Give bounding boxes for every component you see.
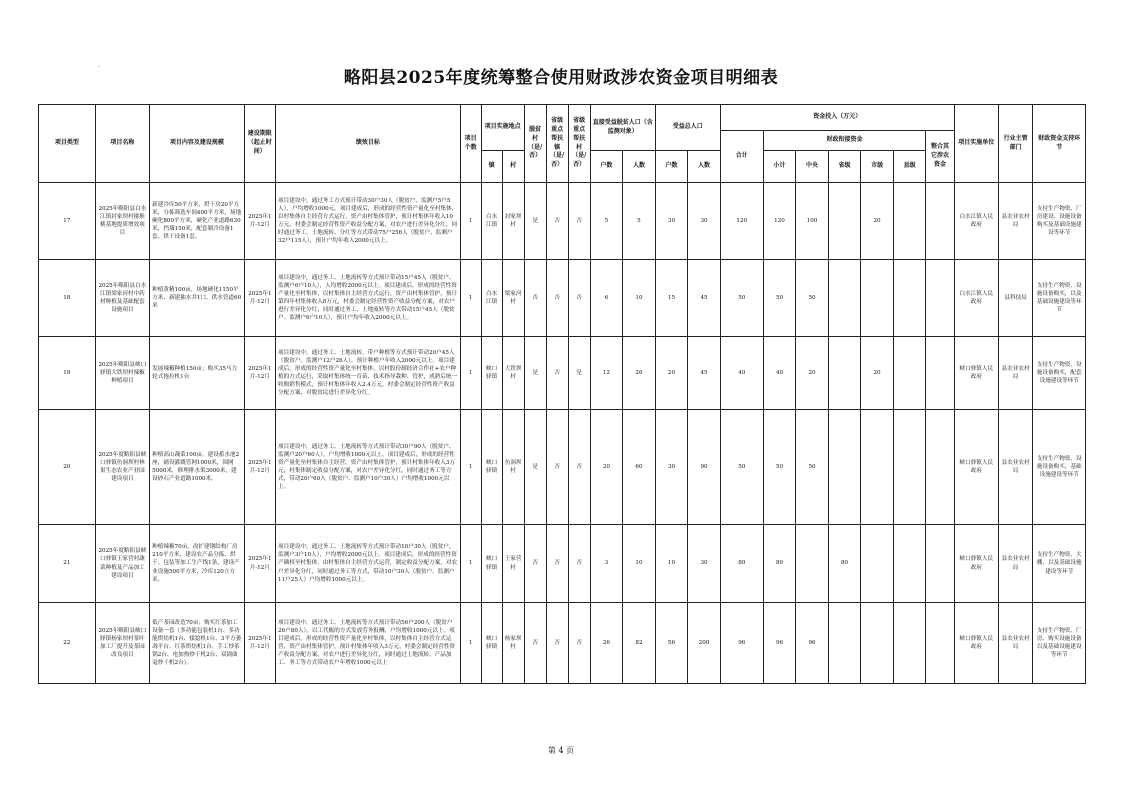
cell-name: 2025年略阳县白水江镇封家坝村猕猴桃基地提质增效项目 [95, 183, 150, 260]
cell-provincial [828, 260, 861, 337]
cell-support: 支持生产物资、大棚、以及基础设施建设等环节 [1033, 525, 1086, 603]
cell-name: 2025年度略阳县峡口驿镇王家营村蔬菜种植及产品加工建设项目 [95, 525, 150, 603]
cell-village: 大铁坝村 [502, 337, 524, 410]
cell-type: 18 [39, 260, 96, 337]
cell-period: 2025年1月-12月 [244, 410, 275, 525]
cell-total: 50 [720, 260, 763, 337]
cell-city [861, 603, 894, 684]
cell-support: 支持生产物资、厂房、购买设施设备以及基础设施建设等环节 [1033, 603, 1086, 684]
cell-dept: 县农业农村局 [998, 410, 1033, 525]
cell-name: 2025年度略阳县峡口驿镇鱼洞坝村林果生态农业产业园建设项目 [95, 410, 150, 525]
cell-other-funds [926, 603, 954, 684]
cell-dept: 县农业农村局 [998, 337, 1033, 410]
header-period: 建设期限（起止时间） [244, 105, 275, 183]
cell-type: 22 [39, 603, 96, 684]
cell-other-funds [926, 525, 954, 603]
cell-provincial [828, 337, 861, 410]
table-row [39, 337, 1086, 410]
cell-unit: 峡口驿镇人民政府 [954, 603, 998, 684]
cell-direct-people: 60 [623, 410, 656, 525]
cell-poor-village: 否 [524, 525, 546, 603]
cell-county [893, 337, 926, 410]
cell-key-town: 否 [546, 183, 568, 260]
cell-type: 17 [39, 183, 96, 260]
cell-town: 白水江镇 [481, 260, 502, 337]
cell-city: 20 [861, 337, 894, 410]
cell-performance: 项目建设中，通过务工、土地流转等方式预计带动10户30人（脱贫户、监测户3户10人），户均增收2000元以上。项目建成后，形成的经营性资产确权至村集体，由村集体自主经营方式运营，制定收益分配方案，对农户差异化分红，同时通过务工等方式，带动10户30人（脱贫户、监测户11户25人）户均增收1000元以上。 [276, 525, 461, 603]
cell-poor-village: 是 [524, 410, 546, 525]
project-table [38, 104, 1086, 684]
cell-county [893, 603, 926, 684]
header-support: 财政资金支持环节 [1033, 105, 1086, 183]
table-row [39, 603, 1086, 684]
cell-performance: 项目建设中，通过务工、土地流转等方式预计带动15户45人（脱贫户、监测户6户10人），人均增收2000元以上。项目建成后，形成的经营性资产量化至村集体，以村集体自主经营方式运行，资产由村集体管护，预计第四年村集体收入8万元，村委会制定经营性资产收益分配方案，对农户进行差异化分红；同时通过务工、土地流转等方式带动15户45人（脱贫户、监测户6户10人），预计户均年收入2000元以上。 [276, 260, 461, 337]
cell-town: 白水江镇 [481, 183, 502, 260]
cell-central: 100 [796, 183, 829, 260]
cell-dept: 县农业农村局 [998, 525, 1033, 603]
cell-city: 20 [861, 183, 894, 260]
cell-city [861, 410, 894, 525]
cell-content: 种植黄精100亩，场地硬化1150平方米，新建抽水井1口，供水管道60米 [150, 260, 244, 337]
cell-count: 1 [460, 410, 481, 525]
cell-performance: 项目建设中，通过务工、土地流转等方式预计带动56户200人（脱贫户26户80人），以工代赈的方式发放劳务报酬，户均增收1000元以上。项目建成后，形成的经营性资产量化至村集体，以村集体自主经营方式运营，资产由村集体管护，预计村集体年收入3万元，村委会制定经营性资产收益分配方案，对农户进行差异化分红，同时通过土地流转、产品加工、务工等方式带动农户年增收1000元以上 [276, 603, 461, 684]
cell-name: 2025年略阳县白水江镇梁家河村中药材种植及基础配套设施项目 [95, 260, 150, 337]
header-direct-households: 户数 [590, 151, 623, 183]
cell-other-funds [926, 337, 954, 410]
header-poor-village: 脱贫村（是/否） [524, 105, 546, 183]
header-performance: 绩效目标 [276, 105, 461, 183]
table-row [39, 260, 1086, 337]
cell-central: 50 [796, 410, 829, 525]
cell-subtotal: 96 [763, 603, 796, 684]
header-type: 项目类型 [39, 105, 96, 183]
cell-count: 1 [460, 260, 481, 337]
header-key-town: 省级重点帮扶镇（是/否） [546, 105, 568, 183]
cell-performance: 项目建设中，通过务工、土地流转等方式预计带动30户90人（脱贫户、监测户20户60人），户均增收1000元以上，项目建成后，形成的经营性资产量化至村集体自主经营，资产由村集体管护，预计村集体年收入3万元，村集体制定收益分配方案，对农户差异化分红，同时通过务工等方式，带动20户60人（脱贫户、监测户10户30人）户均增收1000元以上。 [276, 410, 461, 525]
cell-total-households: 30 [655, 183, 688, 260]
header-county: 县级 [893, 151, 926, 183]
header-city: 市级 [861, 151, 894, 183]
cell-town: 峡口驿镇 [481, 337, 502, 410]
cell-subtotal: 40 [763, 337, 796, 410]
cell-other-funds [926, 410, 954, 525]
cell-support: 支持生产物资、设施设备购买、基础设施建设等环节 [1033, 410, 1086, 525]
cell-total: 50 [720, 410, 763, 525]
cell-county [893, 183, 926, 260]
cell-provincial [828, 183, 861, 260]
cell-dept: 县农业农村局 [998, 183, 1033, 260]
cell-direct-people: 5 [623, 183, 656, 260]
cell-key-village: 否 [568, 183, 590, 260]
cell-central: 96 [796, 603, 829, 684]
cell-total: 40 [720, 337, 763, 410]
cell-unit: 峡口驿镇人民政府 [954, 337, 998, 410]
header-unit: 项目实施单位 [954, 105, 998, 183]
cell-type: 21 [39, 525, 96, 603]
cell-count: 1 [460, 337, 481, 410]
cell-count: 1 [460, 603, 481, 684]
cell-village: 杨家坝村 [502, 603, 524, 684]
cell-key-town: 否 [546, 603, 568, 684]
cell-subtotal: 80 [763, 525, 796, 603]
cell-content: 低产茶园改造70亩；购买红茶加工设备一套（多功能包装机1台、多功能烘焙机1台、揉捻机1台、3平方萎凋平台、红茶烘焙机1台、手工炒茶锅2台、电加热炒干机2台、双锅曲毫炒干机2台）。 [150, 603, 244, 684]
header-other-funds: 整合其它涉农资金 [926, 131, 954, 183]
cell-poor-village: 否 [524, 260, 546, 337]
cell-key-village: 否 [568, 260, 590, 337]
cell-unit: 峡口驿镇人民政府 [954, 525, 998, 603]
cell-total-households: 15 [655, 260, 688, 337]
cell-total-people: 30 [688, 183, 721, 260]
cell-content: 种植辣椒70亩，改扩建钢结构厂房210平方米，建设农产品分拣、烘干、包装等加工生产线1条，建设产业设施500平方米，冷库120立方米。 [150, 525, 244, 603]
table-body [39, 183, 1086, 684]
cell-village: 梁家河村 [502, 260, 524, 337]
cell-direct-people: 10 [623, 260, 656, 337]
header-total: 合计 [720, 131, 763, 183]
cell-city [861, 525, 894, 603]
header-central: 中央 [796, 151, 829, 183]
cell-town: 峡口驿镇 [481, 410, 502, 525]
header-subtotal: 小计 [763, 151, 796, 183]
cell-direct-people: 10 [623, 525, 656, 603]
cell-county [893, 260, 926, 337]
header-key-village: 省级重点帮扶村（是/否） [568, 105, 590, 183]
cell-county [893, 525, 926, 603]
cell-count: 1 [460, 525, 481, 603]
table-header [39, 105, 1086, 183]
cell-key-town: 否 [546, 260, 568, 337]
cell-performance: 项目建设中，通过务工方式预计带动30户30人（脱贫户、监测户5户5人），户均增收1000元。项目建成后，形成的经营性资产量化至村集体，以村集体自主经营方式运行，资产由村集体管护，预计村集体年收入10万元，村委会制定经营性资产收益分配方案，对农户进行差异化分红，同时通过务工、土地流转、分红等方式带动75户256人（脱贫户、监测户32户115人），预计户均年收入2000元以上。 [276, 183, 461, 260]
cell-support: 支持生产物资、设施设备购买，以及基础设施建设等环节 [1033, 260, 1086, 337]
header-funds-group: 资金投入（万元） [720, 105, 954, 131]
cell-unit: 白水江镇人民政府 [954, 260, 998, 337]
header-location: 项目实施地点 [481, 105, 524, 151]
header-provincial: 省级 [828, 151, 861, 183]
cell-total-people: 45 [688, 337, 721, 410]
cell-key-village: 否 [568, 603, 590, 684]
cell-performance: 项目建设中，通过务工、土地流转、带户种植等方式预计带动20户45人（脱贫户、监测户12户26人），预计种植户年收入2000元以上。项目建成后，形成的经营性资产量化至村集体，以村股份制经济合作社+农户种植的方式运行，采取村集体统一育苗、技术指导栽种、管护，成熟后统一收购销售模式，预计村集体年收入2.4万元，村委会制定经营性资产收益分配方案，对脱贫民进行差异化分红。 [276, 337, 461, 410]
cell-direct-households: 3 [590, 525, 623, 603]
cell-period: 2025年1月-12月 [244, 337, 275, 410]
cell-subtotal: 50 [763, 260, 796, 337]
cell-total: 120 [720, 183, 763, 260]
cell-direct-households: 20 [590, 410, 623, 525]
cell-provincial [828, 410, 861, 525]
cell-total-people: 45 [688, 260, 721, 337]
cell-dept: 县科技局 [998, 260, 1033, 337]
cell-key-town: 否 [546, 525, 568, 603]
header-fiscal-group: 财政衔接资金 [763, 131, 926, 151]
cell-county [893, 410, 926, 525]
cell-poor-village: 是 [524, 337, 546, 410]
cell-other-funds [926, 260, 954, 337]
table-row [39, 183, 1086, 260]
cell-total-households: 56 [655, 603, 688, 684]
cell-period: 2025年1月-12月 [244, 525, 275, 603]
cell-total-households: 10 [655, 525, 688, 603]
cell-central: 50 [796, 260, 829, 337]
cell-total: 80 [720, 525, 763, 603]
cell-total-people: 30 [688, 525, 721, 603]
cell-name: 2025年略阳县峡口驿镇大铁坝村辣椒种植项目 [95, 337, 150, 410]
cell-total-people: 90 [688, 410, 721, 525]
header-count: 项目个数 [460, 105, 481, 183]
cell-direct-households: 12 [590, 337, 623, 410]
cell-town: 峡口驿镇 [481, 525, 502, 603]
cell-total-households: 20 [655, 337, 688, 410]
cell-key-town: 否 [546, 337, 568, 410]
cell-content: 发展辣椒种植150亩；购买35马力轮式拖拉机1台 [150, 337, 244, 410]
scan-mark: · [98, 64, 100, 71]
cell-other-funds [926, 183, 954, 260]
header-content: 项目内容及建设规模 [150, 105, 244, 183]
header-total-households: 户数 [655, 151, 688, 183]
header-direct-people: 人数 [623, 151, 656, 183]
cell-unit: 白水江镇人民政府 [954, 183, 998, 260]
cell-name: 2025年略阳县峡口驿镇杨家坝村茶叶加工厂提升及茶园改良项目 [95, 603, 150, 684]
cell-town: 峡口驿镇 [481, 603, 502, 684]
cell-poor-village: 是 [524, 183, 546, 260]
cell-support: 支持生产物资、厂房建设、设施设备购买及基础设施建设等环节 [1033, 183, 1086, 260]
page-number: 第 4 页 [547, 746, 575, 755]
cell-city [861, 260, 894, 337]
cell-key-village: 否 [568, 410, 590, 525]
cell-period: 2025年1月-12月 [244, 260, 275, 337]
cell-content: 新建冷库50平方米，烘干房20平方米，分拣筛选车间400平方米，场地硬化800平方米，硬化产业道路630米，挡墙150米，配套制冷设备1套、烘干设备1套。 [150, 183, 244, 260]
cell-period: 2025年1月-12月 [244, 183, 275, 260]
header-name: 项目名称 [95, 105, 150, 183]
cell-direct-households: 5 [590, 183, 623, 260]
cell-key-village: 否 [568, 525, 590, 603]
header-town: 镇 [481, 151, 502, 183]
cell-direct-people: 82 [623, 603, 656, 684]
table-row [39, 525, 1086, 603]
cell-village: 王家营村 [502, 525, 524, 603]
cell-subtotal: 120 [763, 183, 796, 260]
cell-type: 19 [39, 337, 96, 410]
cell-type: 20 [39, 410, 96, 525]
header-total-group: 受益总人口 [655, 105, 720, 151]
header-dept: 行业主管部门 [998, 105, 1033, 183]
cell-key-town: 否 [546, 410, 568, 525]
cell-central [796, 525, 829, 603]
header-total-people: 人数 [688, 151, 721, 183]
cell-count: 1 [460, 183, 481, 260]
cell-total: 96 [720, 603, 763, 684]
cell-village: 鱼洞坝村 [502, 410, 524, 525]
cell-dept: 县农业农村局 [998, 603, 1033, 684]
header-direct-group: 直接受益脱贫人口（含监测对象） [590, 105, 655, 151]
cell-provincial: 80 [828, 525, 861, 603]
page-title: 略阳县2025年度统筹整合使用财政涉农资金项目明细表 [343, 68, 779, 88]
cell-support: 支持生产物资、设施设备购买，配套设施建设等环节 [1033, 337, 1086, 410]
cell-total-people: 200 [688, 603, 721, 684]
cell-village: 封家坝村 [502, 183, 524, 260]
cell-key-village: 是 [568, 337, 590, 410]
cell-subtotal: 50 [763, 410, 796, 525]
cell-total-households: 30 [655, 410, 688, 525]
cell-content: 种植高山蔬菜100亩，建设蓄水池2座，铺设灌溉管网1000米，围网5000米，修理排水渠3000米，建设砂石产业道路1000米。 [150, 410, 244, 525]
cell-provincial [828, 603, 861, 684]
cell-direct-households: 6 [590, 260, 623, 337]
cell-unit: 峡口驿镇人民政府 [954, 410, 998, 525]
table-row [39, 410, 1086, 525]
header-village: 村 [502, 151, 524, 183]
cell-poor-village: 否 [524, 603, 546, 684]
cell-period: 2025年1月-12月 [244, 603, 275, 684]
cell-direct-people: 26 [623, 337, 656, 410]
cell-direct-households: 26 [590, 603, 623, 684]
cell-central: 20 [796, 337, 829, 410]
